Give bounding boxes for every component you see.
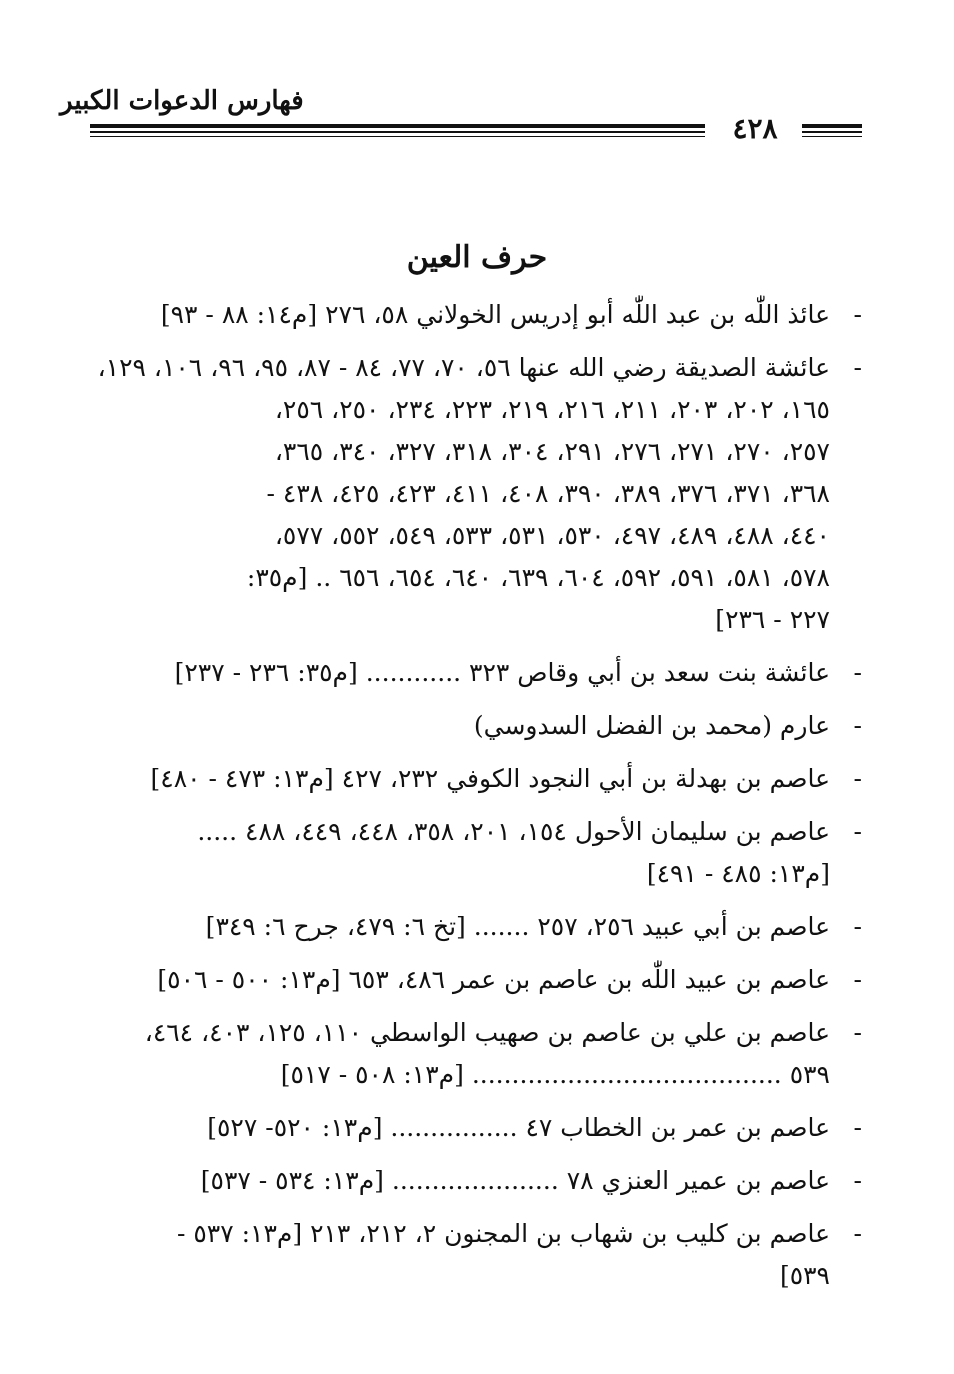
page-number: ٤٢٨: [732, 112, 778, 145]
entry-line: عارم (محمد بن الفضل السدوسي): [473, 711, 830, 740]
entry-line: [م١٣: ٤٨٥ - ٤٩١]: [646, 859, 830, 888]
entry-dash: -: [853, 1018, 862, 1047]
entry-line: ٥٣٩ ....................................... [م١٣: ٥٠٨ - ٥١٧]: [280, 1060, 830, 1089]
entry-line: ٥٧٨، ٥٨١، ٥٩١، ٥٩٢، ٦٠٤، ٦٣٩، ٦٤٠، ٦٥٤، ٦٥٦ .. [م٣٥:: [246, 563, 830, 592]
index-entry: [92, 1107, 862, 1149]
entry-line: عائشة بنت سعد بن أبي وقاص ٣٢٣ ............ [م٣٥: ٢٣٦ - ٢٣٧]: [174, 658, 830, 687]
entry-dash: -: [853, 764, 862, 793]
entry-line: عاصم بن بهدلة بن أبي النجود الكوفي ٢٣٢، ٤٢٧ [م١٣: ٤٧٣ - ٤٨٠]: [150, 764, 830, 793]
index-entry: [92, 347, 862, 641]
entry-line: عائذ اللّٰه بن عبد اللّٰه أبو إدريس الخولاني ٥٨، ٢٧٦ [م١٤: ٨٨ - ٩٣]: [160, 300, 830, 329]
entry-line: عاصم بن علي بن عاصم بن صهيب الواسطي ١١٠، ١٢٥، ٤٠٣، ٤٦٤،: [144, 1018, 830, 1047]
entry-dash: -: [853, 1166, 862, 1195]
header-rule-short: [802, 124, 862, 137]
index-entry: [92, 705, 862, 747]
entry-line: عاصم بن كليب بن شهاب بن المجنون ٢، ٢١٢، ٢١٣ [م١٣: ٥٣٧ -: [176, 1219, 830, 1248]
entry-line: ٢٢٧ - ٢٣٦]: [715, 605, 830, 634]
index-entry: [92, 758, 862, 800]
entry-line: ٤٤٠، ٤٨٨، ٤٨٩، ٤٩٧، ٥٣٠، ٥٣١، ٥٣٣، ٥٤٩، ٥٥٢، ٥٧٧،: [274, 521, 830, 550]
entry-dash: -: [853, 1219, 862, 1248]
entry-dash: -: [853, 1113, 862, 1142]
entry-dash: -: [853, 711, 862, 740]
entry-dash: -: [853, 817, 862, 846]
entry-line: ١٦٥، ٢٠٢، ٢٠٣، ٢١١، ٢١٦، ٢١٩، ٢٢٣، ٢٣٤، ٢٥٠، ٢٥٦،: [274, 395, 830, 424]
entry-line: عاصم بن عبيد اللّٰه بن عاصم بن عمر ٤٨٦، ٦٥٣ [م١٣: ٥٠٠ - ٥٠٦]: [157, 965, 830, 994]
entry-line: عاصم بن أبي عبيد ٢٥٦، ٢٥٧ ....... [تخ ٦: ٤٧٩، جرح ٦: ٣٤٩]: [205, 912, 830, 941]
header-rule: [90, 124, 705, 137]
running-header-title: فهارس الدعوات الكبير: [60, 86, 304, 116]
entry-line: ٥٣٩]: [779, 1261, 830, 1290]
index-entry: [92, 652, 862, 694]
entry-dash: -: [853, 965, 862, 994]
entry-dash: -: [853, 300, 862, 329]
index-entry: [92, 1213, 862, 1297]
entry-line: ٢٥٧، ٢٧٠، ٢٧١، ٢٧٦، ٢٩١، ٣٠٤، ٣١٨، ٣٢٧، ٣٤٠، ٣٦٥،: [274, 437, 830, 466]
entry-line: عاصم بن عمير العنزي ٧٨ ..................... [م١٣: ٥٣٤ - ٥٣٧]: [200, 1166, 830, 1195]
entry-line: عاصم بن عمر بن الخطاب ٤٧ ................ [م١٣: ٥٢٠- ٥٢٧]: [207, 1113, 830, 1142]
entry-line: عائشة الصديقة رضي الله عنها ٥٦، ٧٠، ٧٧، ٨٤ - ٨٧، ٩٥، ٩٦، ١٠٦، ١٢٩،: [97, 353, 830, 382]
entry-line: عاصم بن سليمان الأحول ١٥٤، ٢٠١، ٣٥٨، ٤٤٨، ٤٤٩، ٤٨٨ .....: [197, 817, 830, 846]
entry-dash: -: [853, 658, 862, 687]
entry-dash: -: [853, 353, 862, 382]
index-entry: [92, 906, 862, 948]
entry-line: ٣٦٨، ٣٧١، ٣٧٦، ٣٨٩، ٣٩٠، ٤٠٨، ٤١١، ٤٢٣، ٤٢٥، ٤٣٨ -: [266, 479, 830, 508]
index-entries: [92, 294, 862, 1308]
entry-dash: -: [853, 912, 862, 941]
index-entry: [92, 811, 862, 895]
index-entry: [92, 1160, 862, 1202]
index-entry: [92, 959, 862, 1001]
section-title: حرف العين: [406, 240, 548, 275]
index-entry: [92, 294, 862, 336]
index-entry: [92, 1012, 862, 1096]
